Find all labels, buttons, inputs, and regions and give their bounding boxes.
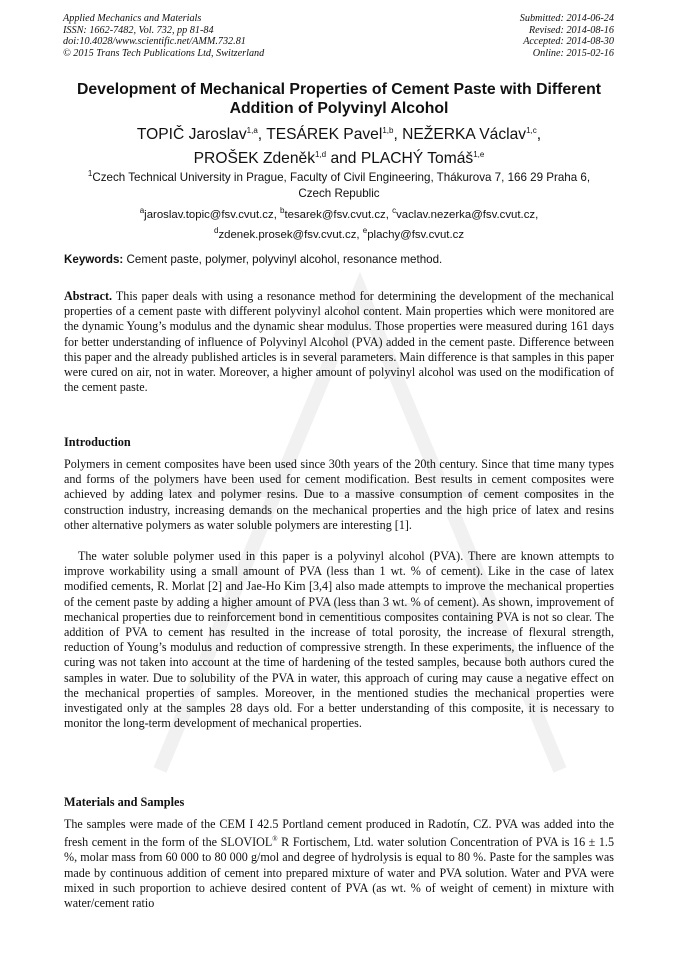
journal-issn: ISSN: 1662-7482, Vol. 732, pp 81-84	[63, 24, 214, 36]
author-name: TOPIČ Jaroslav	[136, 126, 247, 144]
email-link[interactable]: vaclav.nezerka@fsv.cvut.cz	[396, 208, 536, 221]
email-link[interactable]: jaroslav.topic@fsv.cvut.cz	[144, 208, 274, 221]
keywords-text: Cement paste, polymer, polyvinyl alcohol, resonance method.	[123, 253, 443, 266]
author-name: PLACHÝ Tomáš	[360, 150, 474, 168]
journal-info	[63, 13, 264, 59]
email-link[interactable]: tesarek@fsv.cvut.cz	[284, 208, 386, 221]
keywords-label: Keywords:	[64, 253, 124, 266]
affiliation-line2: Czech Republic	[298, 186, 380, 200]
date-accepted: Accepted: 2014-08-30	[523, 36, 614, 48]
paper-title-line1: Development of Mechanical Properties of Cement Paste with Different	[76, 81, 602, 98]
date-submitted: Submitted: 2014-06-24	[519, 13, 614, 24]
abstract-label: Abstract.	[64, 289, 113, 303]
journal-name: Applied Mechanics and Materials	[63, 13, 202, 24]
introduction-paragraph-2: The water soluble polymer used in this paper is a polyvinyl alcohol (PVA). There are known attempts to improve workability using a small amount of PVA (less than 1 wt. % of cement). Like in the case of latex modified cements, R. Morlat [2] and Jae-Ho Kim [3,4] also made attempts to improve the mechanical properties of the cement paste by adding a higher amount of PVA (less than 3 wt. % of cement). As shown, improvement of mechanical properties due to reinforcement bond in cementitious composites containing PVA is not so clear. The addition of PVA to cement has resulted in the increase of total porosity, the increase of flexural strength, reduction of Young’s modulus and reduction of compressive strength. In these experiments, the influence of the curing was not taken into account at the time of hardening of the tested samples, because both authors cured the samples in water. Due to solubility of the PVA in water, this approach of curing may cause a negative effect on the mechanical properties of samples. Moreover, in the mentioned studies the mechanical properties were investigated only at the samples 28 days old. For a better understanding of this composite, it is necessary to monitor the long-term development of mechanical properties.	[64, 549, 614, 731]
materials-heading: Materials and Samples	[64, 795, 185, 809]
affiliation: $^1$Czech Technical University in Prague, Faculty of Civil Engineering, Thákurova 7, 166 29 Praha 6, Czech Republic	[87, 169, 591, 200]
abstract-text: This paper deals with using a resonance method for determining the development of the mechanical properties of a cement paste with different polyvinyl alcohol content. Main properties which were monitored are the dynamic Young’s modulus and the dynamic shear modulus. Those properties were measured during 161 days for better understanding of influence of Polyvinyl Alcohol (PVA) added in the cement paste. Difference between this paper and the already published articles is in several parameters. Main difference is that samples in this paper were cured on air, not in water. Moreover, a higher amount of polyvinyl alcohol was used on the modification of the cement paste.	[64, 289, 614, 395]
paper-title	[40, 80, 638, 118]
author-list: TOPIČ Jaroslav$^{1,a}$, TESÁREK Pavel$^{1,b}$, NEŽERKA Václav$^{1,c}$, PROŠEK Zdeněk$^{1,d}$ and PLACHÝ Tomáš$^{1,e}$	[136, 126, 542, 168]
affiliation-line1: Czech Technical University in Prague, Faculty of Civil Engineering, Thákurova 7, 166 29 Praha 6,	[92, 170, 591, 184]
keywords	[64, 252, 624, 267]
author-sup: 1,d	[315, 150, 327, 160]
author-sup: 1,a	[246, 126, 258, 135]
journal-doi[interactable]: doi:10.4028/www.scientific.net/AMM.732.81	[63, 36, 246, 48]
publication-dates	[520, 13, 614, 59]
materials-paragraph-1: The samples were made of the CEM I 42.5 Portland cement produced in Radotín, CZ. PVA was added into the fresh cement in the form of the SLOVIOL® R Fortischem, Ltd. water solution Concentration of PVA is 16 ± 1.5 %, molar mass from 60 000 to 80 000 g/mol and degree of hydrolysis is equal to 80 %. Paste for the samples was made by continuous addition of cement into prepared mixture of water and PVA solution. Water and PVA were mixed in such proportion to achieve desired content of PVA (as wt. % of weight of cement) in mixture with water/cement ratio	[64, 817, 614, 911]
paper-title-line2: Addition of Polyvinyl Alcohol	[229, 100, 449, 117]
author-sup: 1,e	[473, 150, 485, 160]
date-online: Online: 2015-02-16	[532, 47, 614, 59]
author-name: NEŽERKA Václav	[402, 126, 527, 144]
author-sup: 1,b	[382, 126, 394, 135]
author-name: TESÁREK Pavel	[266, 126, 383, 144]
registered-mark: ®	[272, 835, 278, 844]
author-sup: 1,c	[526, 126, 537, 135]
date-revised: Revised: 2014-08-16	[528, 24, 614, 36]
journal-copyright: © 2015 Trans Tech Publications Ltd, Switzerland	[63, 47, 265, 59]
introduction-paragraph-1: Polymers in cement composites have been used since 30th years of the 20th century. Since that time many types and forms of the polymers have been used for cement modification. Best results in cement composites were achieved by adding latex and polymer resins. Due to a massive consumption of cement composites in the construction industry, increasing demands on the mechanical properties and the high price of latex and resins other alternative polymers as water soluble polymers are interesting [1].	[64, 457, 614, 532]
email-link[interactable]: plachy@fsv.cvut.cz	[367, 228, 465, 241]
author-emails: $^a$jaroslav.topic@fsv.cvut.cz, $^b$tesarek@fsv.cvut.cz, $^c$vaclav.nezerka@fsv.cvut.cz, $^d$zdenek.prosek@fsv.cvut.cz, $^e$plachy@fsv.cvut.cz	[139, 206, 539, 241]
abstract	[64, 289, 614, 395]
introduction-heading: Introduction	[64, 435, 131, 449]
email-link[interactable]: zdenek.prosek@fsv.cvut.cz	[218, 228, 357, 241]
author-name: PROŠEK Zdeněk	[193, 150, 315, 168]
